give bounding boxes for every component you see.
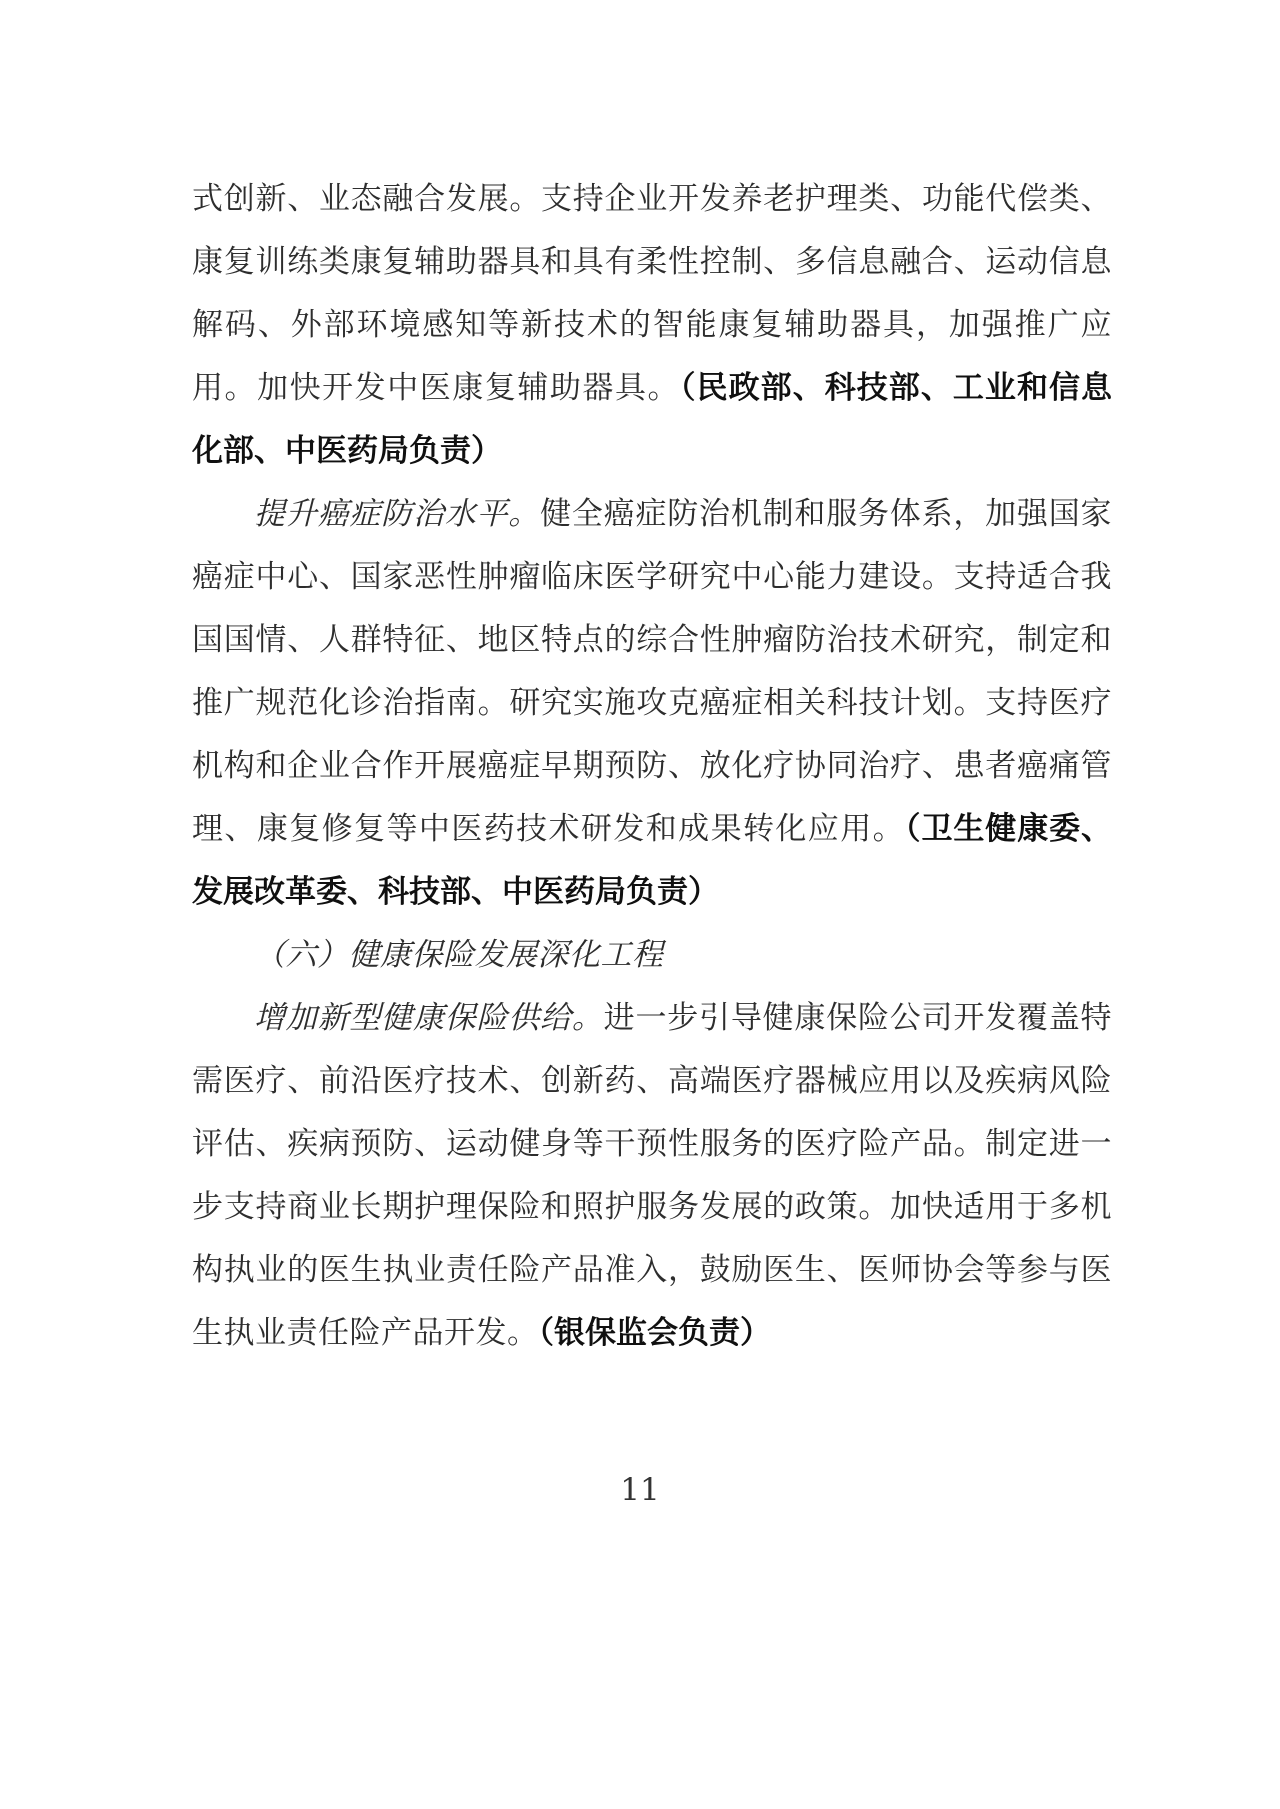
page-number: 11 — [620, 1472, 660, 1508]
responsible-depts-text: （卫生健康委、发展改革委、科技部、中医药局负责） — [192, 811, 1113, 910]
paragraph-health-insurance — [192, 987, 1112, 1365]
body-text: 式创新、业态融合发展。支持企业开发养老护理类、功能代偿类、康复训练类康复辅助器具和具有柔性控制、多信息融合、运动信息解码、外部环境感知等新技术的智能康复辅助器具，加强推广应用。加快开发中医康复辅助器具。 — [192, 181, 1112, 406]
document-body — [192, 168, 1112, 1365]
body-text: 进一步引导健康保险公司开发覆盖特需医疗、前沿医疗技术、创新药、高端医疗器械应用以及疾病风险评估、疾病预防、运动健身等干预性服务的医疗险产品。制定进一步支持商业长期护理保险和照护服务发展的政策。加快适用于多机构执业的医生执业责任险产品准入，鼓励医生、医师协会等参与医生执业责任险产品开发。 — [192, 1000, 1112, 1351]
paragraph-rehab-aids — [192, 168, 1112, 483]
responsible-depts-text: （银保监会负责） — [538, 1315, 771, 1351]
emphasis-text: （六）健康保险发展深化工程 — [254, 937, 664, 973]
body-text: 健全癌症防治机制和服务体系，加强国家癌症中心、国家恶性肿瘤临床医学研究中心能力建设。支持适合我国国情、人群特征、地区特点的综合性肿瘤防治技术研究，制定和推广规范化诊治指南。研究实施攻克癌症相关科技计划。支持医疗机构和企业合作开展癌症早期预防、放化疗协同治疗、患者癌痛管理、康复修复等中医药技术研发和成果转化应用。 — [192, 496, 1113, 847]
responsible-depts-text: （民政部、科技部、工业和信息化部、中医药局负责） — [192, 370, 1113, 469]
paragraph-cancer-prevention — [192, 483, 1112, 924]
section-heading-six — [192, 924, 1112, 987]
emphasis-text: 增加新型健康保险供给。 — [254, 1000, 604, 1036]
emphasis-text: 提升癌症防治水平。 — [254, 496, 541, 532]
